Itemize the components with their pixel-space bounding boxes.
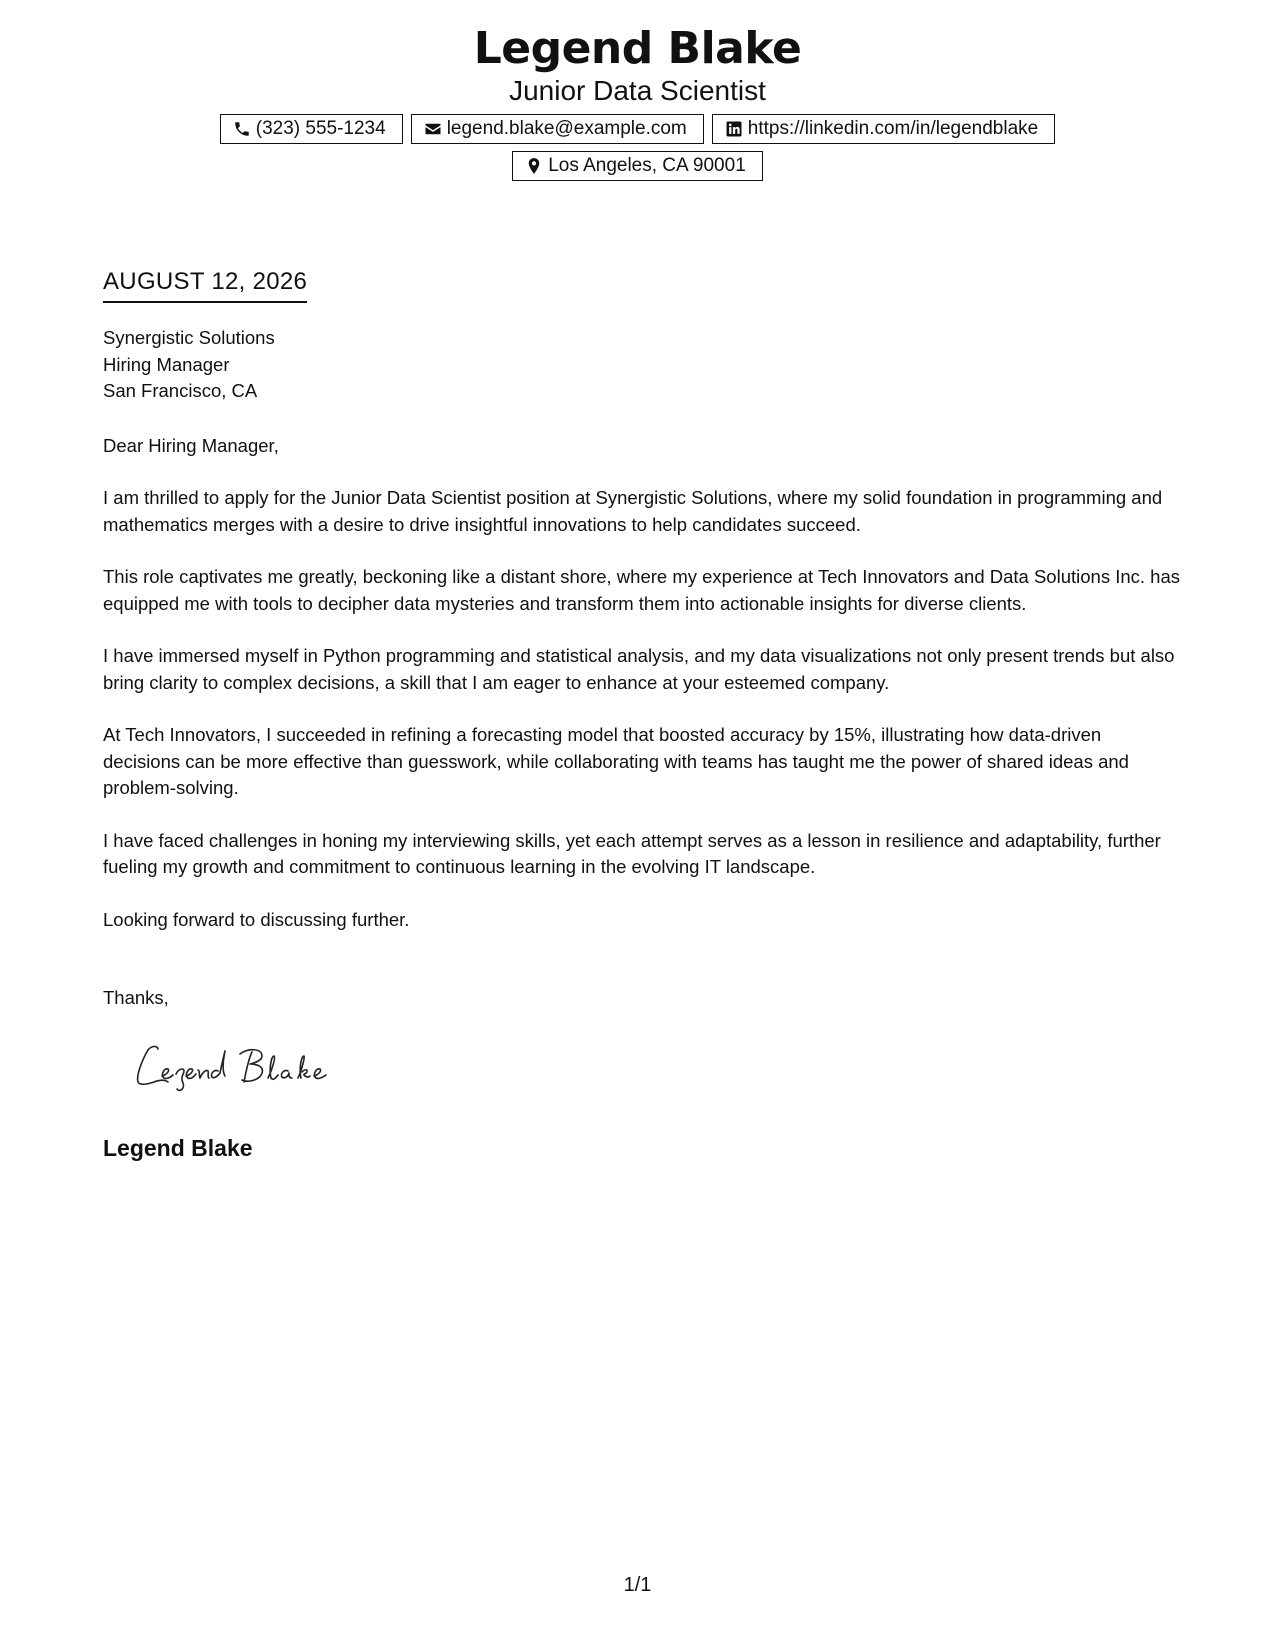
letter-date: AUGUST 12, 2026 bbox=[103, 267, 307, 303]
paragraph-6: Looking forward to discussing further. bbox=[103, 908, 410, 930]
linkedin-text: https://linkedin.com/in/legendblake bbox=[747, 118, 1039, 139]
location-text: Los Angeles, CA 90001 bbox=[548, 155, 746, 176]
salutation: Dear Hiring Manager, bbox=[103, 434, 279, 456]
recipient-company: Synergistic Solutions bbox=[103, 327, 275, 348]
phone-text: (323) 555-1234 bbox=[255, 118, 386, 139]
recipient-role: Hiring Manager bbox=[103, 353, 230, 375]
recipient-block bbox=[103, 325, 1183, 405]
paragraph-4: At Tech Innovators, I succeeded in refining a forecasting model that boosted accuracy by 15%, illustrating how data-driven decisions can be more effective than guesswork, while collaborating with teams has taught me the power of shared ideas and problem-solving. bbox=[103, 724, 1129, 798]
phone-chip[interactable] bbox=[220, 114, 403, 144]
contact-row-2 bbox=[0, 151, 1275, 181]
map-pin-icon bbox=[525, 157, 543, 175]
paragraph-5: I have faced challenges in honing my interviewing skills, yet each attempt serves as a lesson in resilience and adaptability, further fueling my growth and commitment to continuous learning in the evolving IT landscape. bbox=[103, 829, 1161, 877]
envelope-icon bbox=[424, 120, 442, 138]
applicant-title: Junior Data Scientist bbox=[509, 75, 766, 106]
page-indicator: 1/1 bbox=[623, 1574, 652, 1596]
location-chip bbox=[512, 151, 763, 181]
phone-icon bbox=[233, 120, 251, 138]
recipient-location: San Francisco, CA bbox=[103, 380, 258, 401]
linkedin-icon bbox=[725, 120, 743, 138]
closing: Thanks, bbox=[103, 987, 169, 1008]
email-chip[interactable] bbox=[411, 114, 704, 144]
paragraph-1: I am thrilled to apply for the Junior Data Scientist position at Synergistic Solutions, where my solid foundation in programming and mathematics merges with a desire to drive insightful innovations to help candidates succeed. bbox=[103, 487, 1163, 535]
paragraph-2: This role captivates me greatly, beckoning like a distant shore, where my experience at Tech Innovators and Data Solutions Inc. has equipped me with tools to decipher data mysteries and transform them into actionable insights for diverse clients. bbox=[103, 566, 1181, 614]
paragraph-3: I have immersed myself in Python programming and statistical analysis, and my data visualizations not only present trends but also bring clarity to complex decisions, a skill that I am eager to enhance at your esteemed company. bbox=[103, 645, 1175, 693]
linkedin-chip[interactable] bbox=[712, 114, 1055, 144]
letter-body bbox=[103, 325, 1183, 1012]
applicant-name: Legend Blake bbox=[473, 23, 802, 74]
signer-name: Legend Blake bbox=[103, 1135, 253, 1161]
letter-header bbox=[0, 22, 1275, 181]
handwritten-signature bbox=[128, 1038, 358, 1094]
contact-row-1 bbox=[0, 114, 1275, 144]
email-text: legend.blake@example.com bbox=[446, 118, 687, 139]
